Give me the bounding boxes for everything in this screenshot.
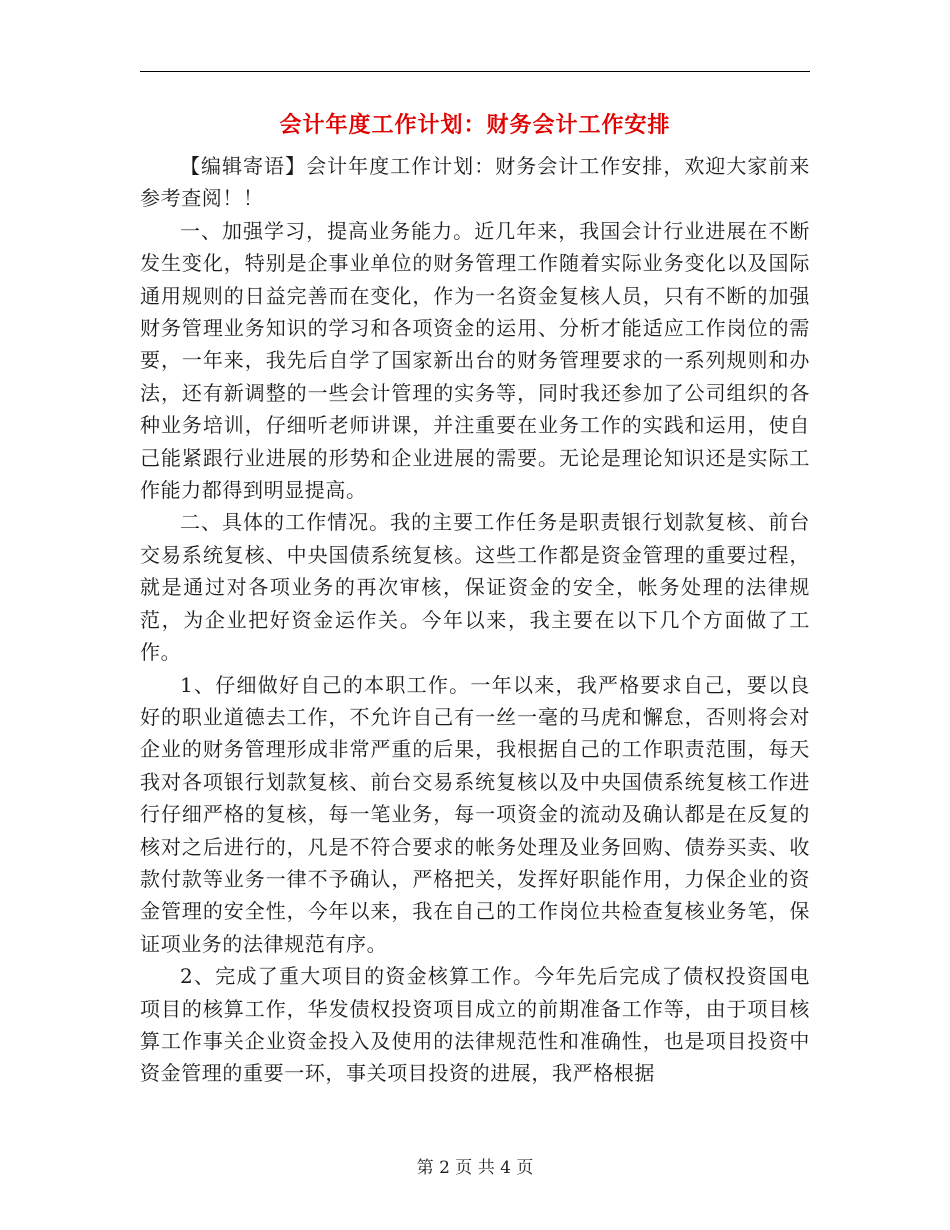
header-rule (140, 71, 810, 72)
editor-note-paragraph: 【编辑寄语】会计年度工作计划：财务会计工作安排，欢迎大家前来参考查阅！！ (140, 154, 810, 211)
document-title: 会计年度工作计划：财务会计工作安排 (279, 112, 671, 138)
section-one-paragraph: 一、加强学习，提高业务能力。近几年来，我国会计行业进展在不断发生变化，特别是企事业单位的财务管理工作随着实际业务变化以及国际通用规则的日益完善而在变化，作为一名资金复核人员，只有不断的加强财务管理业务知识的学习和各项资金的运用、分析才能适应工作岗位的需要，一年来，我先后自学了国家新出台的财务管理要求的一系列规则和办法，还有新调整的一些会计管理的实务等，同时我还参加了公司组织的各种业务培训，仔细听老师讲课，并注重要在业务工作的实践和运用，使自己能紧跟行业进展的形势和企业进展的需要。无论是理论知识还是实际工作能力都得到明显提高。 (140, 218, 810, 503)
section-two-paragraph: 二、具体的工作情况。我的主要工作任务是职责银行划款复核、前台交易系统复核、中央国债系统复核。这些工作都是资金管理的重要过程，就是通过对各项业务的再次审核，保证资金的安全，帐务处理的法律规范，为企业把好资金运作关。今年以来，我主要在以下几个方面做了工作。 (140, 510, 810, 665)
page-number-footer: 第 2 页 共 4 页 (416, 1158, 534, 1178)
item-two-paragraph: 2、完成了重大项目的资金核算工作。今年先后完成了债权投资国电项目的核算工作，华发债权投资项目成立的前期准备工作等，由于项目核算工作事关企业资金投入及使用的法律规范性和准确性，也是项目投资中资金管理的重要一环，事关项目投资的进展，我严格根据 (140, 964, 810, 1086)
item-one-paragraph: 1、仔细做好自己的本职工作。一年以来，我严格要求自己，要以良好的职业道德去工作，不允许自己有一丝一毫的马虎和懈怠，否则将会对企业的财务管理形成非常严重的后果，我根据自己的工作职责范围，每天我对各项银行划款复核、前台交易系统复核以及中央国债系统复核工作进行仔细严格的复核，每一笔业务，每一项资金的流动及确认都是在反复的核对之后进行的，凡是不符合要求的帐务处理及业务回购、债券买卖、收款付款等业务一律不予确认，严格把关，发挥好职能作用，力保企业的资金管理的安全性，今年以来，我在自己的工作岗位共检查复核业务笔，保证项业务的法律规范有序。 (140, 672, 810, 956)
document-body (140, 150, 810, 1090)
